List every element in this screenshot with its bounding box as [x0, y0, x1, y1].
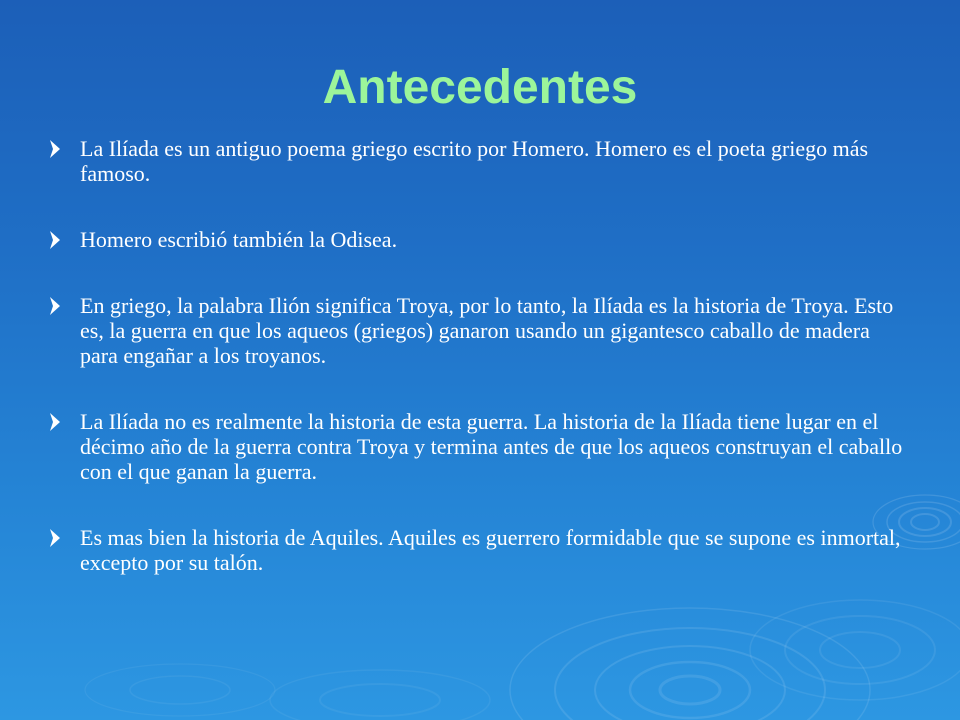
bullet-item	[50, 525, 910, 575]
bullet-list	[50, 136, 910, 616]
bullet-item	[50, 136, 910, 186]
bullet-text: La Ilíada es un antiguo poema griego escrito por Homero. Homero es el poeta griego más famoso.	[80, 136, 869, 186]
arrowhead-bullet-icon	[50, 528, 60, 548]
bullet-text: Es mas bien la historia de Aquiles. Aquiles es guerrero formidable que se supone es inmortal, excepto por su talón.	[80, 525, 901, 575]
bullet-item	[50, 409, 910, 484]
slide-title: Antecedentes	[322, 61, 638, 114]
arrowhead-bullet-icon	[50, 412, 60, 432]
bullet-text: En griego, la palabra Ilión significa Troya, por lo tanto, la Ilíada es la historia de Troya. Esto es, la guerra en que los aqueos (griegos) ganaron usando un gigantesco caballo de madera para engañar a los troyanos.	[80, 293, 894, 368]
bullet-text: Homero escribió también la Odisea.	[80, 227, 398, 252]
bullet-item	[50, 227, 910, 252]
arrowhead-bullet-icon	[50, 230, 60, 250]
bullet-item	[50, 293, 910, 368]
bullet-text: La Ilíada no es realmente la historia de esta guerra. La historia de la Ilíada tiene lugar en el décimo año de la guerra contra Troya y termina antes de que los aqueos construyan el caballo con el que ganan la guerra.	[80, 409, 903, 484]
arrowhead-bullet-icon	[50, 139, 60, 159]
arrowhead-bullet-icon	[50, 296, 60, 316]
